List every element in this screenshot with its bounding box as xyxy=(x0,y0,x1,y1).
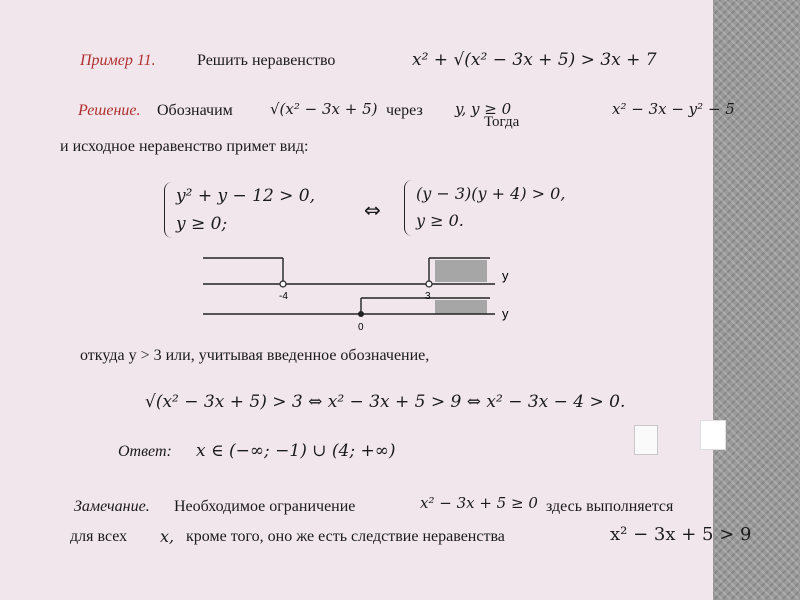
remark-variable: x, xyxy=(160,527,175,546)
solution-label: Решение. xyxy=(78,102,141,119)
missing-glyph-icon xyxy=(700,420,726,450)
remark-inequality: x² − 3x + 5 > 9 xyxy=(610,524,752,545)
point-minus4 xyxy=(280,281,286,287)
variable-condition: y, y ≥ 0 xyxy=(455,100,512,118)
remark-text2: здесь выполняется xyxy=(546,498,674,515)
answer-label: Ответ: xyxy=(118,443,172,460)
shaded-region-top xyxy=(435,260,487,282)
point-0 xyxy=(358,311,364,317)
label-0: 0 xyxy=(358,322,364,333)
left-system-row2: y ≥ 0; xyxy=(176,214,228,234)
missing-glyph-icon xyxy=(634,425,658,455)
number-line-diagram xyxy=(195,250,525,340)
equivalence-chain: √(x² − 3x + 5) > 3 ⇔ x² − 3x + 5 > 9 ⇔ x² − 3x − 4 > 0. xyxy=(145,392,626,412)
shaded-region-bottom xyxy=(435,300,487,314)
label-minus4: -4 xyxy=(279,291,288,302)
left-system-row1: y² + y − 12 > 0, xyxy=(176,186,316,206)
example-task: Решить неравенство xyxy=(197,52,336,69)
via-text: через xyxy=(386,102,423,119)
equivalence-icon: ⇔ xyxy=(364,198,381,222)
remark-text3: для всех xyxy=(70,528,128,545)
remark-text1: Необходимое ограничение xyxy=(174,498,356,515)
conclusion-text: откуда y > 3 или, учитывая введенное обозначение, xyxy=(80,347,430,364)
then-text: Тогда xyxy=(484,114,520,130)
remark-text4: кроме того, оно же есть следствие неравенства xyxy=(186,528,505,545)
designate-text: Обозначим xyxy=(157,102,233,119)
axis-2-label: y xyxy=(502,306,509,321)
example-inequality: x² + √(x² − 3x + 5) > 3x + 7 xyxy=(412,50,657,70)
example-label: Пример 11. xyxy=(80,52,156,69)
label-3: 3 xyxy=(425,291,431,302)
transition-text: и исходное неравенство примет вид: xyxy=(60,138,309,155)
radical-expression: √(x² − 3x + 5) xyxy=(270,100,378,118)
axis-1-label: y xyxy=(502,268,509,283)
answer-value: x ∈ (−∞; −1) ∪ (4; +∞) xyxy=(196,441,396,461)
remark-expression: x² − 3x + 5 ≥ 0 xyxy=(420,494,538,512)
point-3 xyxy=(426,281,432,287)
remark-label: Замечание. xyxy=(74,498,150,515)
right-system-row2: y ≥ 0. xyxy=(416,211,464,230)
decorative-stripe xyxy=(713,0,800,600)
identity-expression: x² − 3x − y² − 5 xyxy=(612,100,735,118)
right-system-row1: (y − 3)(y + 4) > 0, xyxy=(416,184,566,203)
